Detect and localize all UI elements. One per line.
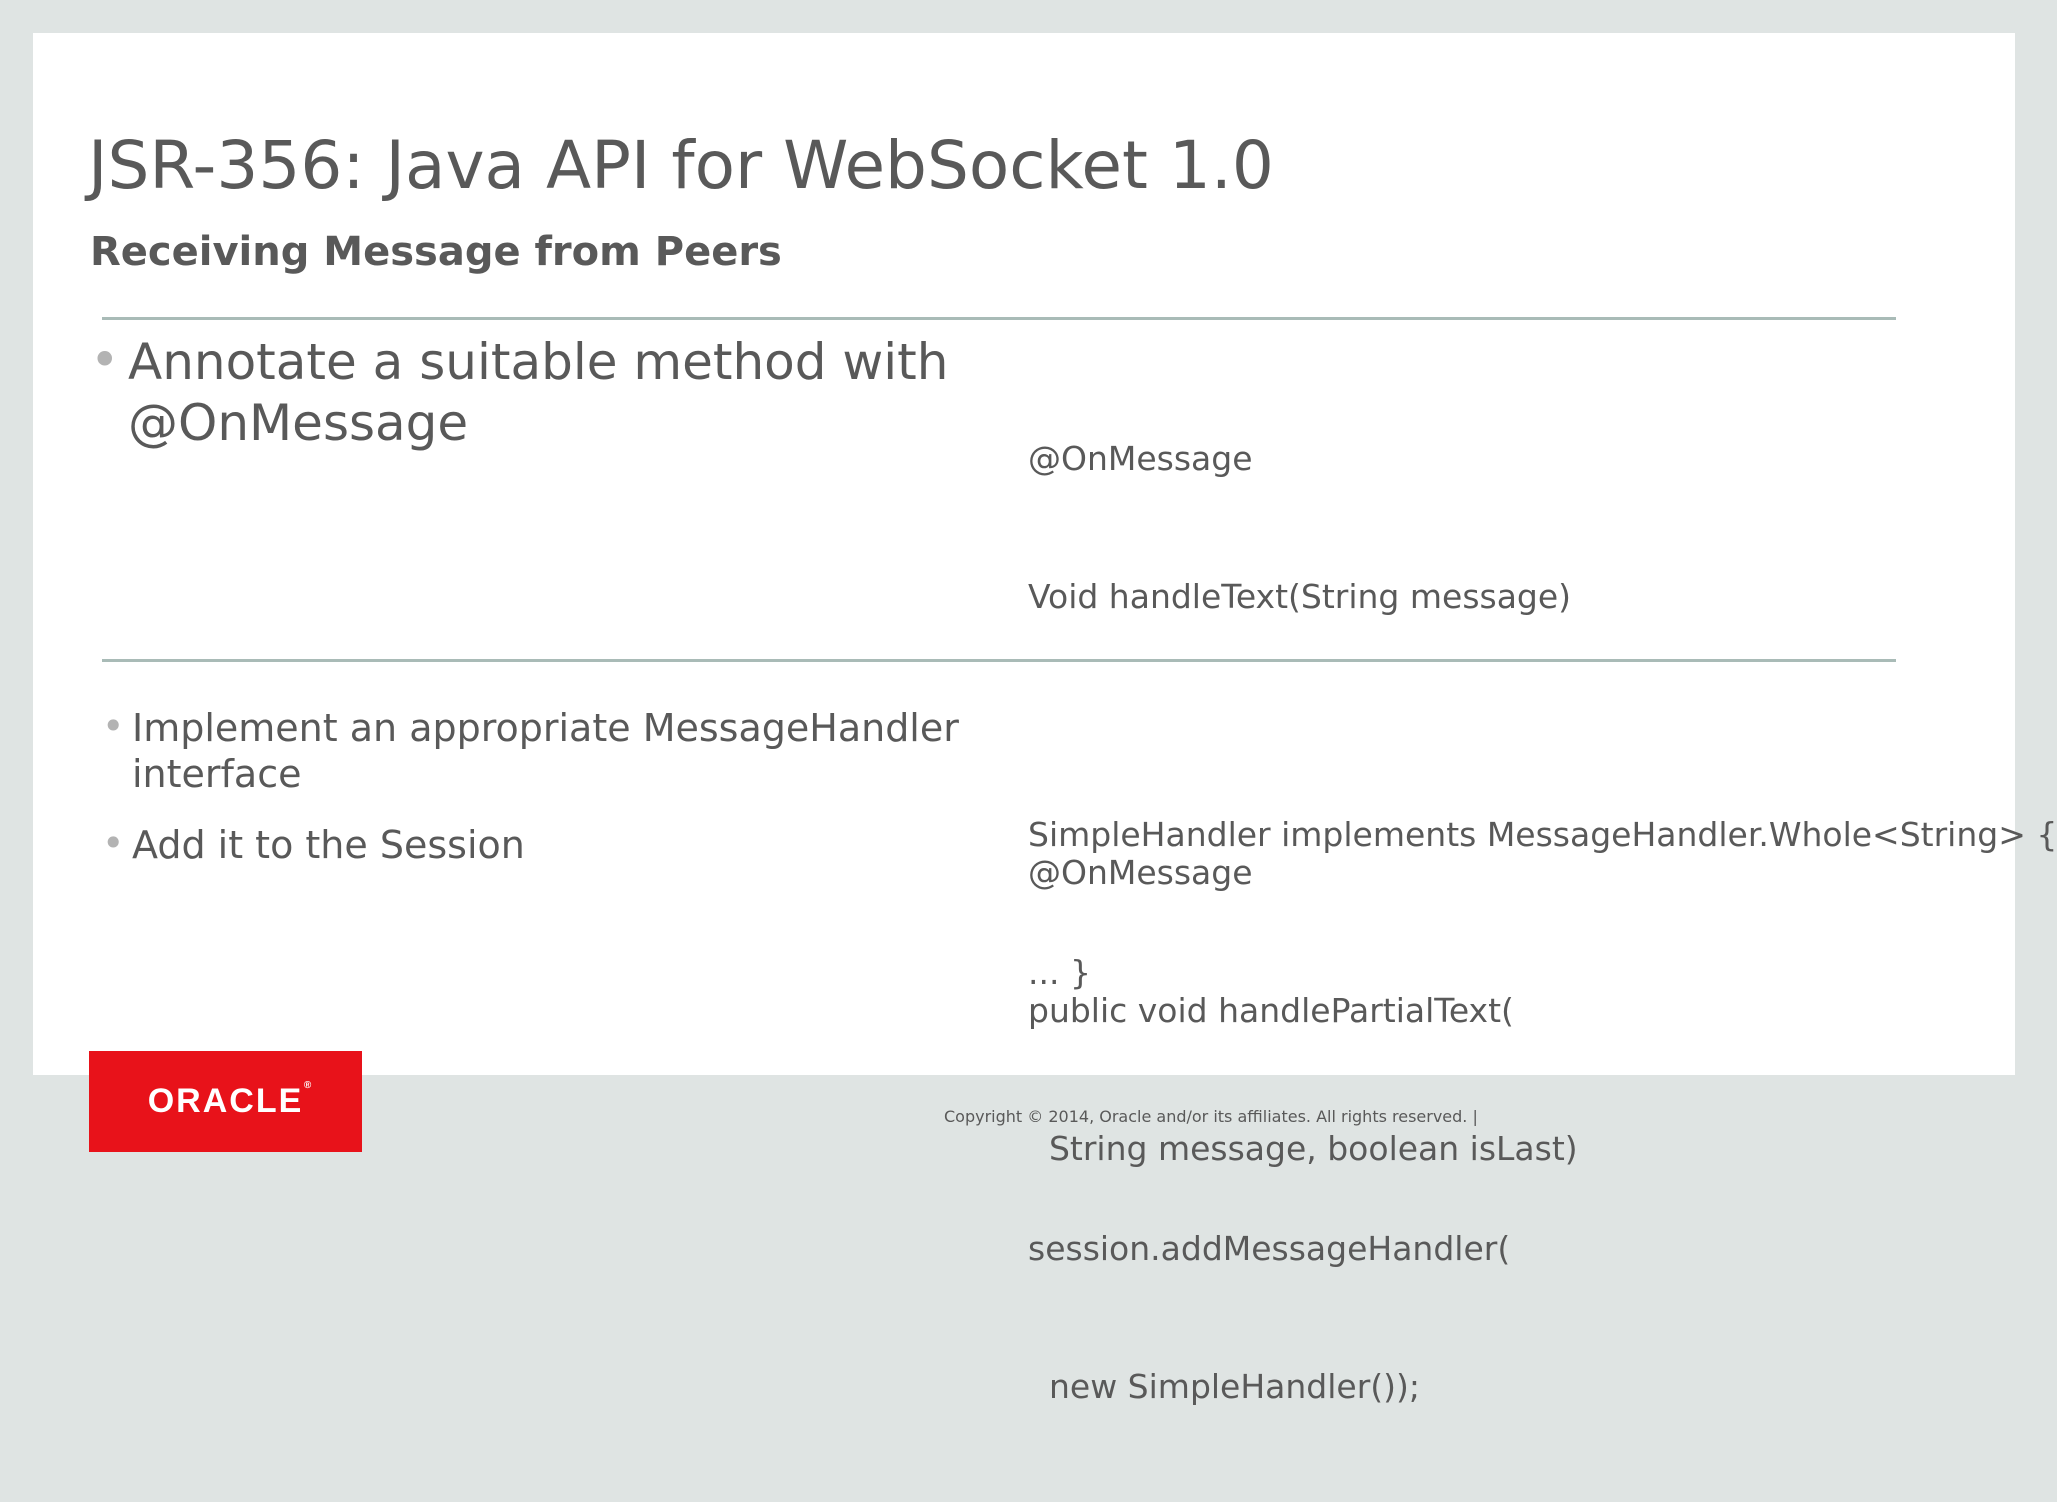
oracle-logo — [89, 1051, 362, 1152]
bullet-add-to-session — [102, 822, 962, 868]
code-line: @OnMessage — [1028, 853, 1253, 892]
divider-middle — [102, 659, 1896, 662]
bullet-dot: • — [102, 704, 125, 748]
code-line: new SimpleHandler()); — [1028, 1367, 1421, 1406]
code-line: SimpleHandler implements MessageHandler.Whole<String> { — [1028, 815, 2057, 854]
bullet-annotate — [90, 332, 970, 454]
bullet-text: Annotate a suitable method with @OnMessage — [128, 333, 949, 452]
logo-text: ORACLE — [147, 1082, 304, 1120]
bullet-text: Implement an appropriate MessageHandler interface — [132, 706, 959, 797]
bullet-dot: • — [102, 821, 125, 865]
bullet-implement-handler — [102, 705, 962, 798]
logo-wordmark — [147, 1080, 314, 1121]
registered-mark: ® — [303, 1080, 314, 1091]
copyright-footer: Copyright © 2014, Oracle and/or its affiliates. All rights reserved. | — [944, 1107, 1478, 1126]
code-line: @OnMessage — [1028, 439, 1253, 478]
divider-top — [102, 317, 1896, 320]
bullet-text: Add it to the Session — [132, 823, 525, 867]
code-line: Void handleText(String message) — [1028, 577, 1572, 616]
slide-title: JSR-356: Java API for WebSocket 1.0 — [88, 127, 1274, 204]
code-line: session.addMessageHandler( — [1028, 1229, 1511, 1268]
code-line: public void handlePartialText( — [1028, 991, 1514, 1030]
code-line: ... } — [1028, 953, 1091, 992]
code-line: String message, boolean isLast) — [1028, 1129, 1578, 1168]
slide-subtitle: Receiving Message from Peers — [90, 229, 782, 275]
bullet-dot: • — [90, 331, 120, 389]
